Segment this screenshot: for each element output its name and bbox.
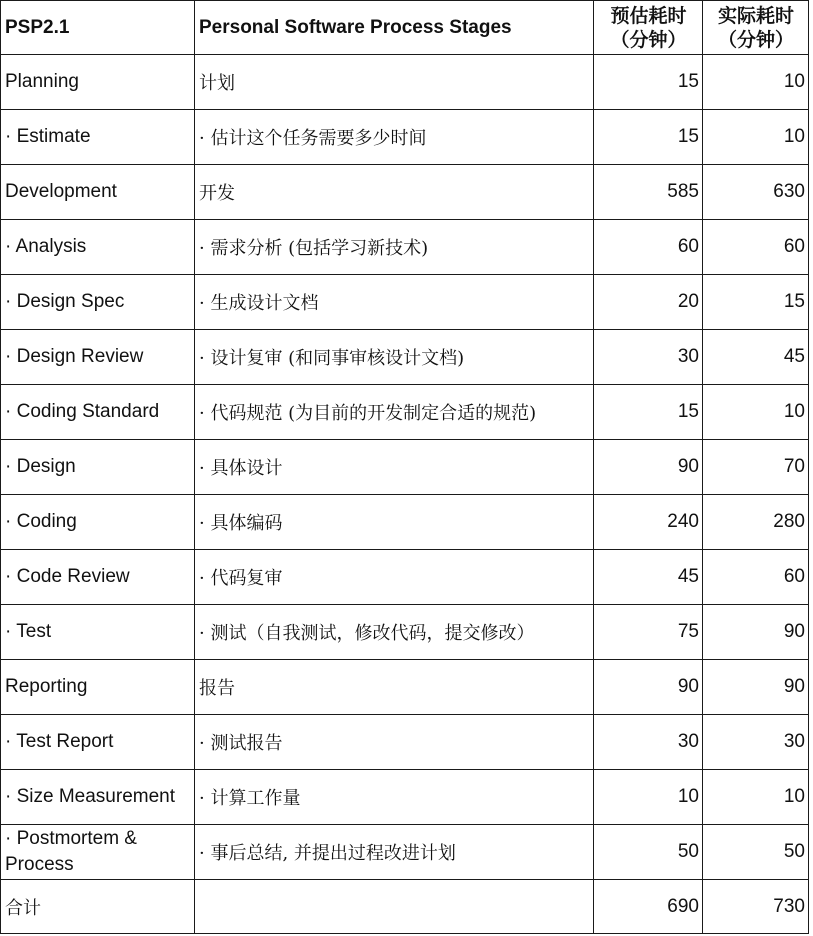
actual-cell: 280 [703, 495, 809, 550]
description-cell: · 需求分析 (包括学习新技术) [195, 220, 594, 275]
table-row [1, 385, 809, 440]
header-estimated-time: 预估耗时（分钟） [594, 1, 703, 55]
description-cell: · 事后总结, 并提出过程改进计划 [195, 825, 594, 880]
stage-cell: · Test Report [1, 715, 195, 770]
estimated-cell: 75 [594, 605, 703, 660]
description-cell: · 测试（自我测试，修改代码，提交修改） [195, 605, 594, 660]
total-label: 合计 [1, 880, 195, 934]
stage-cell: · Estimate [1, 110, 195, 165]
table-row [1, 110, 809, 165]
stage-cell: · Test [1, 605, 195, 660]
stage-cell: · Design Spec [1, 275, 195, 330]
description-cell: · 代码规范 (为目前的开发制定合适的规范) [195, 385, 594, 440]
stage-cell: · Coding [1, 495, 195, 550]
stage-cell: Planning [1, 55, 195, 110]
table-row [1, 275, 809, 330]
estimated-cell: 60 [594, 220, 703, 275]
estimated-cell: 585 [594, 165, 703, 220]
actual-cell: 70 [703, 440, 809, 495]
estimated-cell: 15 [594, 55, 703, 110]
total-row [1, 880, 809, 934]
description-cell: · 生成设计文档 [195, 275, 594, 330]
description-cell: · 计算工作量 [195, 770, 594, 825]
stage-cell: · Code Review [1, 550, 195, 605]
estimated-cell: 45 [594, 550, 703, 605]
header-psp: PSP2.1 [1, 1, 195, 55]
table-row [1, 165, 809, 220]
table-row [1, 440, 809, 495]
table-row [1, 220, 809, 275]
table-row [1, 550, 809, 605]
header-actual-time: 实际耗时（分钟） [703, 1, 809, 55]
stage-cell: · Size Measurement [1, 770, 195, 825]
description-cell: 计划 [195, 55, 594, 110]
total-estimated: 690 [594, 880, 703, 934]
stage-cell: Reporting [1, 660, 195, 715]
actual-cell: 630 [703, 165, 809, 220]
estimated-cell: 15 [594, 110, 703, 165]
actual-cell: 10 [703, 385, 809, 440]
table-row [1, 715, 809, 770]
actual-cell: 30 [703, 715, 809, 770]
table-row [1, 495, 809, 550]
actual-cell: 10 [703, 110, 809, 165]
table-row [1, 825, 809, 880]
estimated-cell: 240 [594, 495, 703, 550]
estimated-cell: 30 [594, 715, 703, 770]
description-cell: · 具体设计 [195, 440, 594, 495]
description-cell: 报告 [195, 660, 594, 715]
description-cell: · 代码复审 [195, 550, 594, 605]
estimated-cell: 15 [594, 385, 703, 440]
actual-cell: 10 [703, 770, 809, 825]
actual-cell: 90 [703, 660, 809, 715]
estimated-cell: 90 [594, 660, 703, 715]
description-cell: · 具体编码 [195, 495, 594, 550]
estimated-cell: 30 [594, 330, 703, 385]
actual-cell: 15 [703, 275, 809, 330]
actual-cell: 60 [703, 550, 809, 605]
estimated-cell: 20 [594, 275, 703, 330]
table-row [1, 770, 809, 825]
actual-cell: 90 [703, 605, 809, 660]
description-cell: · 估计这个任务需要多少时间 [195, 110, 594, 165]
stage-cell: · Coding Standard [1, 385, 195, 440]
table-row [1, 660, 809, 715]
stage-cell: Development [1, 165, 195, 220]
actual-cell: 45 [703, 330, 809, 385]
description-cell: · 设计复审 (和同事审核设计文档) [195, 330, 594, 385]
stage-cell: · Postmortem & Process [1, 825, 195, 880]
total-description [195, 880, 594, 934]
stage-cell: · Design Review [1, 330, 195, 385]
total-actual: 730 [703, 880, 809, 934]
description-cell: 开发 [195, 165, 594, 220]
estimated-cell: 50 [594, 825, 703, 880]
table-row [1, 55, 809, 110]
estimated-cell: 90 [594, 440, 703, 495]
header-row [1, 1, 809, 55]
description-cell: · 测试报告 [195, 715, 594, 770]
estimated-cell: 10 [594, 770, 703, 825]
actual-cell: 10 [703, 55, 809, 110]
stage-cell: · Design [1, 440, 195, 495]
actual-cell: 50 [703, 825, 809, 880]
table-row [1, 605, 809, 660]
table-row [1, 330, 809, 385]
header-stages: Personal Software Process Stages [195, 1, 594, 55]
actual-cell: 60 [703, 220, 809, 275]
stage-cell: · Analysis [1, 220, 195, 275]
